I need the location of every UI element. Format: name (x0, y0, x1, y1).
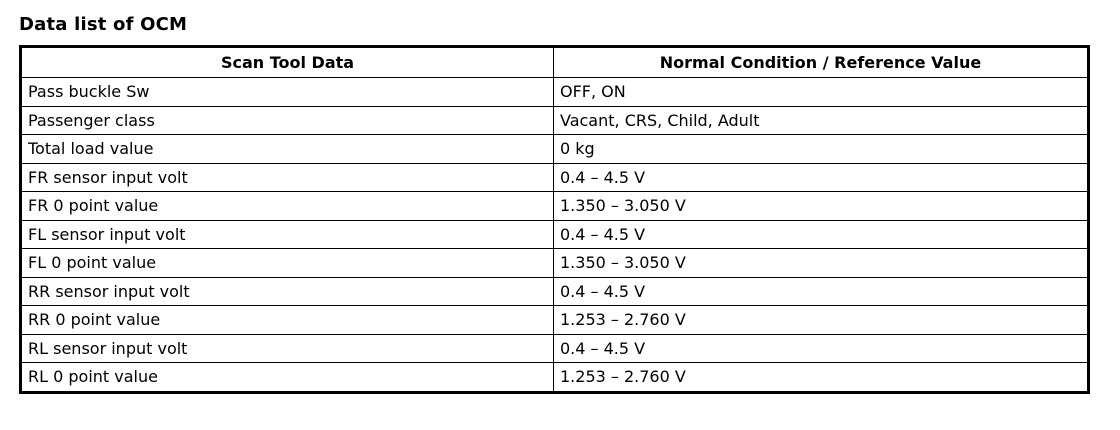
page-title: Data list of OCM (19, 14, 188, 35)
table-row (21, 106, 1089, 135)
ocm-data-table (19, 45, 1090, 394)
reference-value-cell: 0 kg (554, 135, 1089, 164)
scan-tool-data-cell: Pass buckle Sw (21, 78, 554, 107)
table-row (21, 306, 1089, 335)
reference-value-cell: 0.4 – 4.5 V (554, 163, 1089, 192)
table-row (21, 78, 1089, 107)
scan-tool-data-cell: FL 0 point value (21, 249, 554, 278)
column-header-scan-tool-data: Scan Tool Data (21, 47, 554, 78)
reference-value-cell: 0.4 – 4.5 V (554, 334, 1089, 363)
reference-value-cell: 1.350 – 3.050 V (554, 249, 1089, 278)
scan-tool-data-cell: RL sensor input volt (21, 334, 554, 363)
scan-tool-data-cell: RL 0 point value (21, 363, 554, 393)
reference-value-cell: Vacant, CRS, Child, Adult (554, 106, 1089, 135)
scan-tool-data-cell: Total load value (21, 135, 554, 164)
column-header-reference-value: Normal Condition / Reference Value (554, 47, 1089, 78)
table-row (21, 334, 1089, 363)
table-row (21, 220, 1089, 249)
reference-value-cell: 1.253 – 2.760 V (554, 363, 1089, 393)
table-header-row (21, 47, 1089, 78)
scan-tool-data-cell: FL sensor input volt (21, 220, 554, 249)
scan-tool-data-cell: FR 0 point value (21, 192, 554, 221)
table-row (21, 249, 1089, 278)
reference-value-cell: 1.253 – 2.760 V (554, 306, 1089, 335)
reference-value-cell: 0.4 – 4.5 V (554, 220, 1089, 249)
reference-value-cell: 0.4 – 4.5 V (554, 277, 1089, 306)
table-row (21, 363, 1089, 393)
reference-value-cell: 1.350 – 3.050 V (554, 192, 1089, 221)
table-row (21, 163, 1089, 192)
table-row (21, 277, 1089, 306)
scan-tool-data-cell: Passenger class (21, 106, 554, 135)
scan-tool-data-cell: RR sensor input volt (21, 277, 554, 306)
scan-tool-data-cell: RR 0 point value (21, 306, 554, 335)
reference-value-cell: OFF, ON (554, 78, 1089, 107)
table-row (21, 135, 1089, 164)
scan-tool-data-cell: FR sensor input volt (21, 163, 554, 192)
table-row (21, 192, 1089, 221)
